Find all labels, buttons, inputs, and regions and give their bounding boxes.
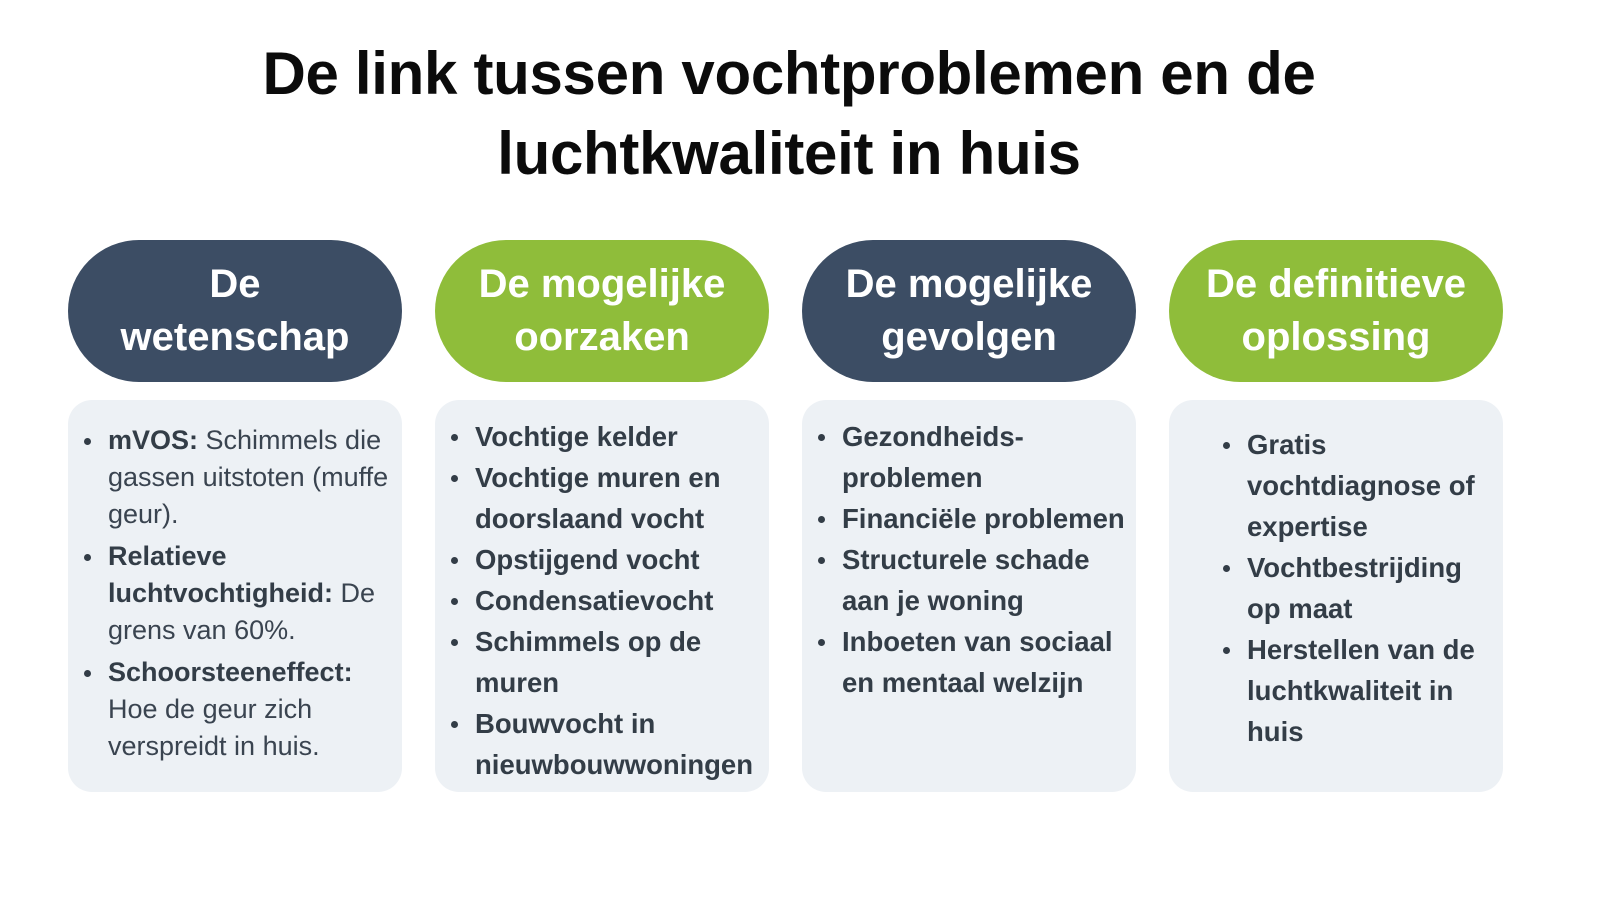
heading-de-wetenschap bbox=[68, 240, 402, 382]
heading-line-1: De mogelijke bbox=[845, 262, 1093, 306]
list-item-text: Hoe de geur zich verspreidt in huis. bbox=[108, 694, 320, 761]
heading-line-2: wetenschap bbox=[120, 315, 350, 359]
card-de-definitieve-oplossing bbox=[1169, 400, 1503, 792]
list-item: Inboeten van sociaal en mentaal welzijn bbox=[802, 621, 1136, 703]
heading-line-1: De bbox=[209, 262, 261, 306]
list-item: Gezondheids-problemen bbox=[802, 416, 1136, 498]
list-item: Schimmels op de muren bbox=[435, 621, 769, 703]
heading-line-1: De definitieve bbox=[1205, 262, 1467, 306]
card-de-mogelijke-gevolgen bbox=[802, 400, 1136, 792]
list-item-term: mVOS: bbox=[108, 425, 199, 455]
list-item-text: Schimmels die gassen uitstoten (muffe geur). bbox=[108, 425, 389, 529]
heading-line-2: oorzaken bbox=[514, 315, 690, 359]
card-de-wetenschap bbox=[68, 400, 402, 792]
list-item: Herstellen van de luchtkwaliteit in huis bbox=[1207, 629, 1503, 752]
list-item: Bouwvocht in nieuwbouwwoningen bbox=[435, 703, 769, 785]
list-item: Structurele schade aan je woning bbox=[802, 539, 1136, 621]
list-item: Vochtige kelder bbox=[435, 416, 769, 457]
heading-de-mogelijke-gevolgen bbox=[802, 240, 1136, 382]
list-item-term: Relatieve luchtvochtigheid: bbox=[108, 541, 333, 608]
card-de-mogelijke-oorzaken bbox=[435, 400, 769, 792]
heading-line-2: oplossing bbox=[1241, 315, 1431, 359]
list-item: Financiële problemen bbox=[802, 498, 1136, 539]
list-de-mogelijke-gevolgen bbox=[802, 416, 1136, 703]
list-de-definitieve-oplossing bbox=[1207, 424, 1503, 752]
list-de-mogelijke-oorzaken bbox=[435, 416, 769, 785]
list-item: Condensatievocht bbox=[435, 580, 769, 621]
heading-de-definitieve-oplossing bbox=[1169, 240, 1503, 382]
list-de-wetenschap bbox=[68, 422, 402, 765]
list-item-term: Schoorsteeneffect: bbox=[108, 657, 353, 687]
page-title-line-1: De link tussen vochtproblemen en de bbox=[262, 40, 1316, 107]
list-item: Opstijgend vocht bbox=[435, 539, 769, 580]
list-item-text: De grens van 60%. bbox=[108, 578, 376, 645]
list-item: Vochtige muren en doorslaand vocht bbox=[435, 457, 769, 539]
list-item bbox=[68, 422, 402, 533]
page-title-line-2: luchtkwaliteit in huis bbox=[497, 120, 1081, 187]
heading-de-mogelijke-oorzaken bbox=[435, 240, 769, 382]
list-item bbox=[68, 538, 402, 649]
page-title bbox=[0, 34, 1578, 194]
list-item: Vochtbestrijding op maat bbox=[1207, 547, 1503, 629]
heading-line-1: De mogelijke bbox=[478, 262, 726, 306]
heading-line-2: gevolgen bbox=[881, 315, 1057, 359]
list-item: Gratis vochtdiagnose of expertise bbox=[1207, 424, 1503, 547]
list-item bbox=[68, 654, 402, 765]
